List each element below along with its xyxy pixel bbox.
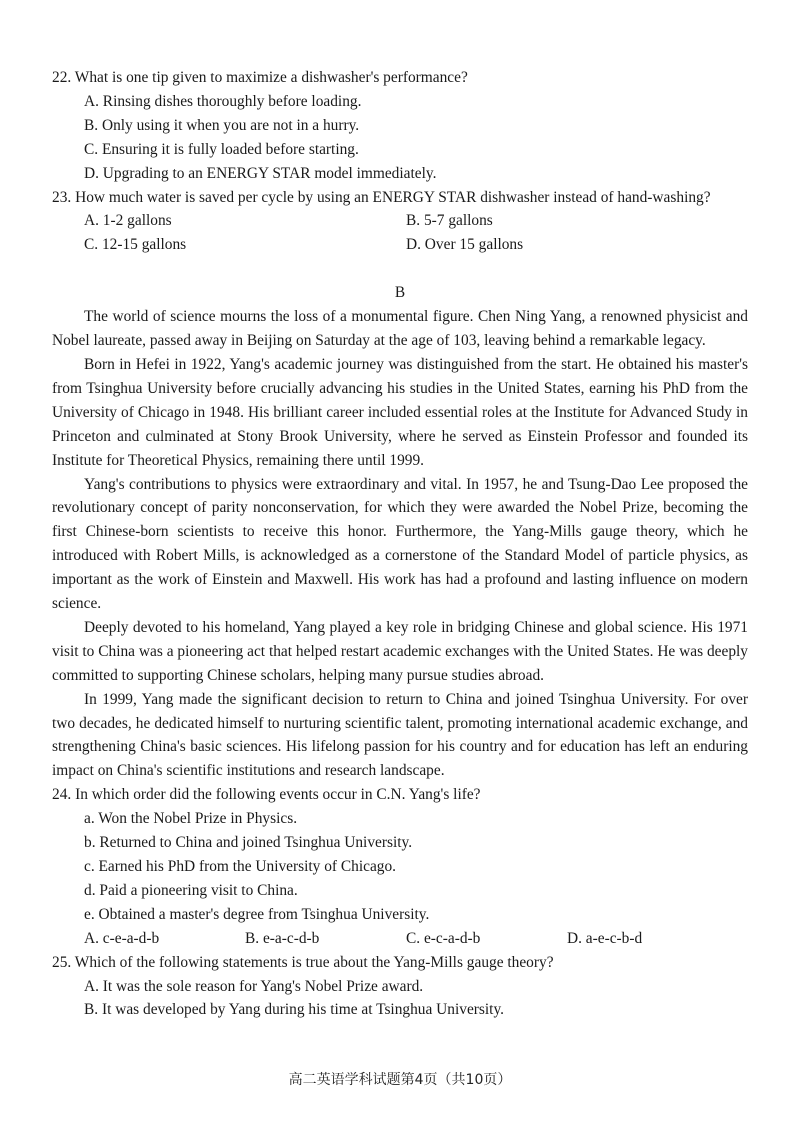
- question-25: [52, 951, 748, 1023]
- question-24: [52, 783, 748, 950]
- question-stem: 23. How much water is saved per cycle by using an ENERGY STAR dishwasher instead of hand-washing?: [52, 188, 711, 206]
- option-c: C. 12-15 gallons: [84, 236, 187, 254]
- passage-paragraph: The world of science mourns the loss of a monumental figure. Chen Ning Yang, a renowned physicist and Nobel laureate, passed away in Beijing on Saturday at the age of 103, leaving behind a remarkable legacy.: [52, 308, 748, 350]
- passage-paragraph: Born in Hefei in 1922, Yang's academic journey was distinguished from the start. He obtained his master's from Tsinghua University before crucially advancing his studies in the United States, earning his PhD from the University of Chicago in 1948. His brilliant career included essential roles at the Institute for Advanced Study in Princeton and culminated at Stony Brook University, where he served as Einstein Professor and founded its Institute for Theoretical Physics, remaining there until 1999.: [52, 355, 748, 469]
- option-d: D. Over 15 gallons: [406, 236, 524, 254]
- question-22: [52, 66, 748, 186]
- passage-paragraph: Yang's contributions to physics were extraordinary and vital. In 1957, he and Tsung-Dao Lee proposed the revolutionary concept of parity nonconservation, for which they were awarded the Nobel Prize, becoming the first Chinese-born scientists to receive this honor. Furthermore, the Yang-Mills gauge theory, which he introduced with Robert Mills, is acknowledged as a cornerstone of the Standard Model of particle physics, as important as the work of Einstein and Maxwell. His work has had a profound and lasting influence on modern science.: [52, 475, 748, 613]
- option-d: D. a-e-c-b-d: [567, 929, 643, 947]
- passage-paragraph: In 1999, Yang made the significant decision to return to China and joined Tsinghua University. For over two decades, he dedicated himself to nurturing scientific talent, promoting international academic exchange, and strengthening China's basic sciences. His lifelong passion for his country and for education has left an enduring impact on China's scientific institutions and research landscape.: [52, 690, 748, 780]
- event-a: a. Won the Nobel Prize in Physics.: [84, 810, 298, 828]
- option-c: C. e-c-a-d-b: [406, 929, 481, 947]
- option-a: A. 1-2 gallons: [84, 212, 172, 230]
- option-b: B. 5-7 gallons: [406, 212, 493, 230]
- option-b: B. It was developed by Yang during his time at Tsinghua University.: [84, 1001, 504, 1019]
- option-b: B. e-a-c-d-b: [245, 929, 320, 947]
- page-footer: 高二英语学科试题第4页（共10页）: [288, 1072, 512, 1088]
- option-b: B. Only using it when you are not in a hurry.: [84, 116, 360, 134]
- reading-passage: [52, 305, 748, 783]
- event-c: c. Earned his PhD from the University of Chicago.: [84, 858, 397, 875]
- section-heading: B: [394, 284, 406, 302]
- option-d: D. Upgrading to an ENERGY STAR model immediately.: [84, 164, 437, 182]
- event-d: d. Paid a pioneering visit to China.: [84, 881, 298, 899]
- option-a: A. Rinsing dishes thoroughly before loading.: [84, 92, 362, 110]
- options-row: [84, 209, 748, 233]
- page-content: [52, 66, 748, 1022]
- passage-paragraph: Deeply devoted to his homeland, Yang played a key role in bridging Chinese and global science. His 1971 visit to China was a pioneering act that helped restart academic exchanges with the United States. He was deeply committed to supporting Chinese scholars, helping many pursue studies abroad.: [52, 618, 748, 684]
- event-e: e. Obtained a master's degree from Tsinghua University.: [84, 905, 430, 923]
- option-c: C. Ensuring it is fully loaded before starting.: [84, 140, 359, 158]
- option-a: A. It was the sole reason for Yang's Nobel Prize award.: [84, 977, 424, 995]
- question-stem: 25. Which of the following statements is true about the Yang-Mills gauge theory?: [52, 953, 554, 971]
- option-a: A. c-e-a-d-b: [84, 929, 160, 947]
- question-23: [52, 186, 748, 258]
- event-b: b. Returned to China and joined Tsinghua University.: [84, 834, 413, 852]
- options-row: [84, 233, 748, 257]
- question-stem: 22. What is one tip given to maximize a dishwasher's performance?: [52, 69, 468, 86]
- question-stem: 24. In which order did the following events occur in C.N. Yang's life?: [52, 786, 481, 804]
- options-row: [84, 927, 748, 951]
